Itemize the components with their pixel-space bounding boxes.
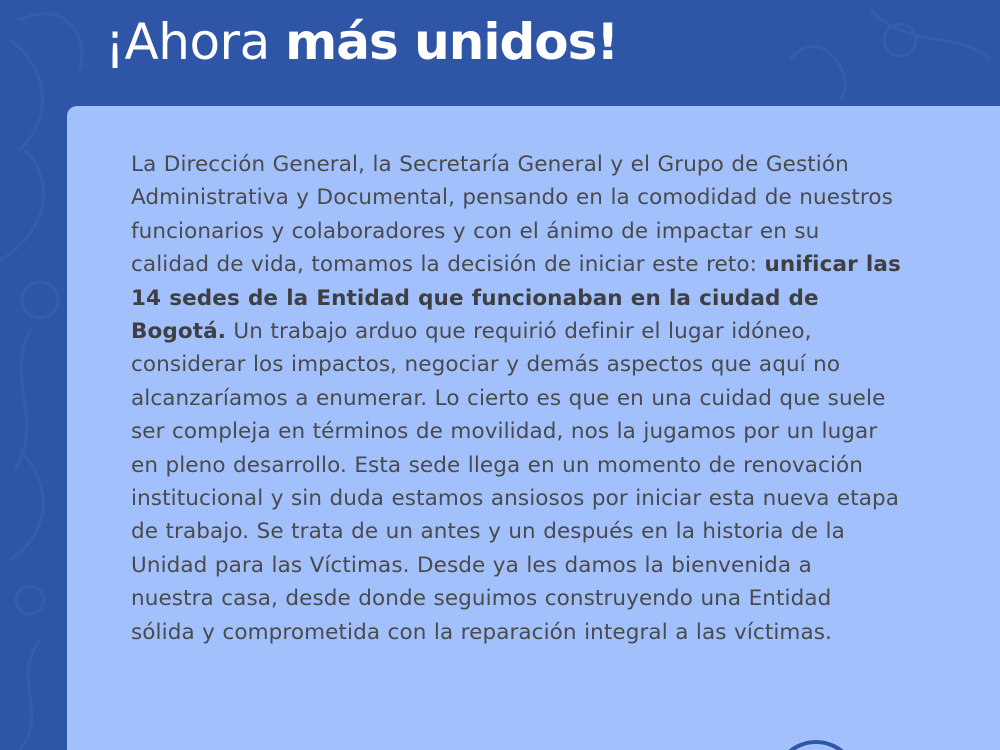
headline [105, 8, 618, 76]
body-paragraph [131, 148, 901, 649]
body-highlight: unificar las 14 sedes de la Entidad que funcionaban en la ciudad de Bogotá. [131, 252, 901, 345]
body-rest: Un trabajo arduo que requirió definir el lugar idóneo, considerar los impactos, negociar y demás aspectos que aquí no alcanzaríamos a enumerar. Lo cierto es que en una cuidad que suele ser compleja en términos de movilidad, nos la jugamos por un lugar en pleno desarrollo. Esta sede llega en un momento de renovación institucional y sin duda estamos ansiosos por iniciar esta nueva etapa de trabajo. Se trata de un antes y un después en la historia de la Unidad para las Víctimas. Desde ya les damos la bienvenida a nuestra casa, desde donde seguimos construyendo una Entidad sólida y comprometida con la reparación integral a las víctimas. [131, 319, 900, 645]
headline-light: ¡Ahora [105, 13, 286, 71]
headline-bold: más unidos! [285, 13, 619, 71]
body-intro: La Dirección General, la Secretaría General y el Grupo de Gestión Administrativa y Documental, pensando en la comodidad de nuestros funcionarios y colaboradores y con el ánimo de impactar en su calidad de vida, tomamos la decisión de iniciar este reto: [131, 152, 893, 278]
